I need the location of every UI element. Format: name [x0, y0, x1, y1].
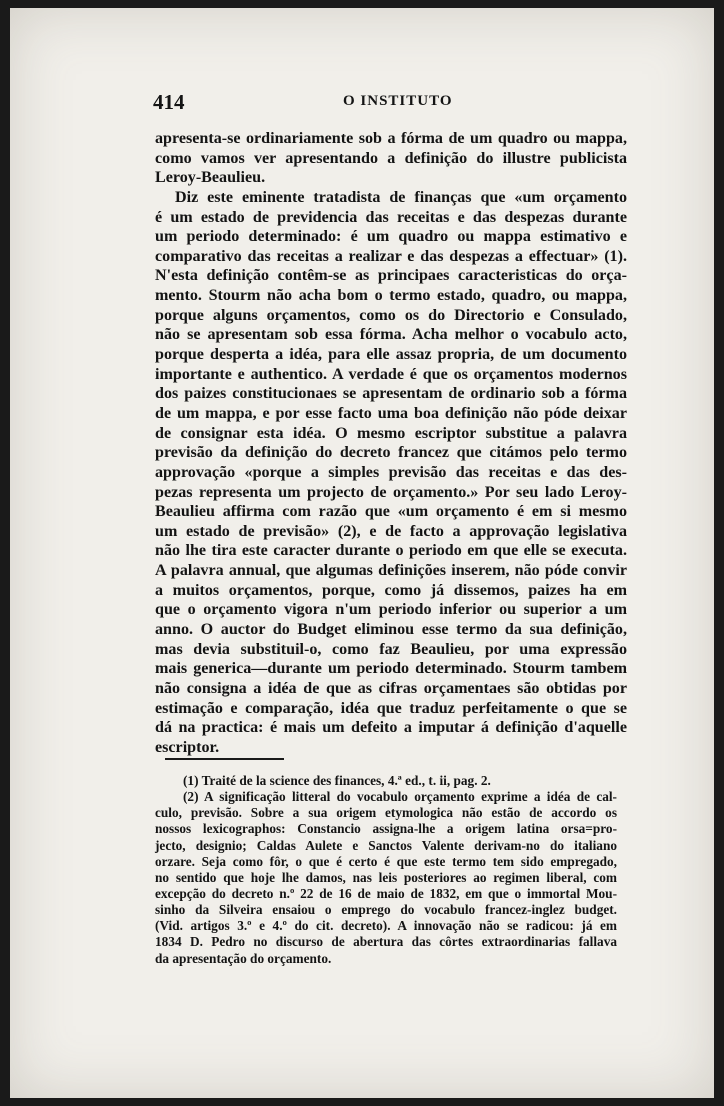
footnote-divider: [165, 758, 284, 760]
footnote-line: da apresentação do orçamento.: [155, 950, 332, 966]
text-line: mento. Stourm não acha bom o termo estado, quadro, ou mappa,: [155, 287, 627, 305]
text-line: não se apresentam sob essa fórma. Acha melhor o vocabulo acto,: [155, 326, 627, 344]
footnote-line: culo, previsão. Sobre a sua origem etymologica não estão de accordo os: [155, 805, 617, 821]
footnote-line: no sentido que hoje lhe damos, nas leis posteriores ao regimen liberal, com: [155, 869, 617, 885]
text-line: A palavra annual, que algumas definições inserem, não póde convir: [155, 562, 627, 580]
text-line: um periodo determinado: é um quadro ou mappa estimativo e: [155, 228, 627, 246]
footnote-line: jecto, designio; Caldas Aulete e Sanctos Valente derivam-no do italiano: [155, 837, 617, 853]
footnotes: [155, 773, 617, 967]
text-line: anno. O auctor do Budget eliminou esse termo da sua definição,: [155, 621, 627, 639]
text-line: approvação «porque a simples previsão das receitas e das des-: [155, 463, 627, 481]
footnote-line: nossos lexicographos: Constancio assigna-lhe a origem latina orsa=pro-: [155, 821, 617, 837]
text-line: como vamos ver apresentando a definição do illustre publicista: [155, 149, 627, 167]
page-number: 414: [153, 90, 185, 114]
text-line: a muitos orçamentos, porque, como já dissemos, paizes ha em: [155, 581, 627, 599]
text-line: porque desperta a idéa, para elle assaz propria, de um documento: [155, 346, 627, 364]
text-line: mais generica—durante um periodo determinado. Stourm tambem: [155, 660, 627, 678]
text-line: dá na practica: é mais um defeito a imputar á definição d'aquelle: [155, 719, 627, 737]
text-line: de consignar esta idéa. O mesmo escriptor substitue a palavra: [155, 424, 627, 442]
text-line: Diz este eminente tratadista de finanças que «um orçamento: [175, 188, 627, 206]
text-line: não lhe tira este caracter durante o periodo em que elle se executa.: [155, 542, 627, 560]
text-line: porque alguns orçamentos, como os do Directorio e Consulado,: [155, 306, 627, 324]
text-line: importante e authentico. A verdade é que os orçamentos modernos: [155, 365, 627, 383]
text-line: Beaulieu affirma com razão que «um orçamento é em si mesmo: [155, 503, 627, 521]
text-line: comparativo das receitas a realizar e das despezas a effectuar» (1).: [155, 247, 627, 265]
text-line: apresenta-se ordinariamente sob a fórma de um quadro ou mappa,: [155, 130, 627, 147]
text-line: não consigna a idéa de que as cifras orçamentaes são obtidas por: [155, 679, 627, 697]
footnote-line: 1834 D. Pedro no discurso de abertura das côrtes extraordinarias fallava: [155, 934, 617, 950]
page-header: [153, 90, 637, 114]
body-paragraphs: [155, 129, 627, 758]
footnote-line: (2) A significação litteral do vocabulo orçamento exprime a idéa de cal-: [183, 789, 617, 805]
text-line: N'esta definição contêm-se as principaes caracteristicas do orça-: [155, 267, 627, 285]
text-line: previsão da definição do decreto francez que citámos pelo termo: [155, 444, 627, 462]
footnote-line: (Vid. artigos 3.º e 4.º do cit. decreto). A innovação não se radicou: já em: [155, 918, 617, 934]
text-line: escriptor.: [155, 738, 220, 756]
text-line: dos paizes constitucionaes se apresentam de ordinario sob a fórma: [155, 385, 627, 403]
footnote-line: excepção do decreto n.º 22 de 16 de maio de 1832, em que o immortal Mou-: [155, 885, 617, 901]
book-page: [10, 8, 714, 1098]
text-line: que o orçamento vigora n'um periodo inferior ou superior a um: [155, 601, 627, 619]
text-line: é um estado de previdencia das receitas e das despezas durante: [155, 208, 627, 226]
text-line: pezas representa um projecto de orçamento.» Por seu lado Leroy-: [155, 483, 627, 501]
footnote-line: (1) Traité de la science des finances, 4.ª ed., t. ii, pag. 2.: [183, 773, 491, 788]
text-line: de um mappa, e por esse facto uma boa definição não póde deixar: [155, 404, 627, 422]
text-line: um estado de previsão» (2), e de facto a approvação legislativa: [155, 522, 627, 540]
footnote-line: sinho da Silveira ensaiou o emprego do vocabulo francez-inglez budget.: [155, 902, 617, 918]
footnote-line: orzare. Seja como fôr, o que é certo é que este termo tem sido empregado,: [155, 853, 617, 869]
text-line: estimação e comparação, idéa que traduz perfeitamente o que se: [155, 699, 627, 717]
text-line: Leroy-Beaulieu.: [155, 169, 266, 187]
running-title: O INSTITUTO: [343, 93, 453, 109]
text-line: mas devia substituil-o, como faz Beaulieu, por uma expressão: [155, 640, 627, 658]
